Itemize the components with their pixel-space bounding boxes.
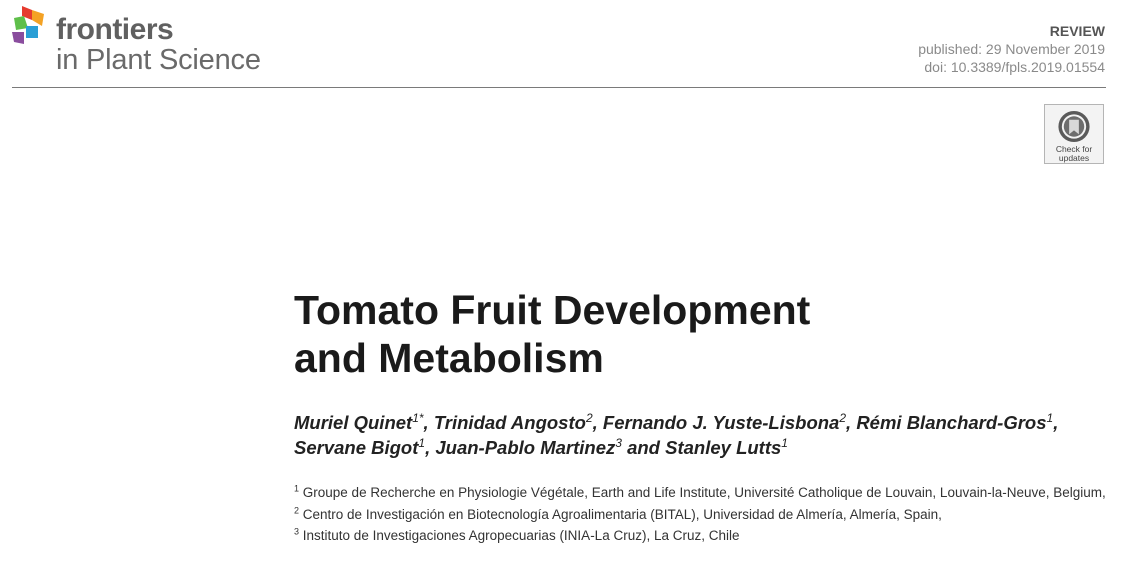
title-line1: Tomato Fruit Development [294,287,811,333]
header-divider [12,87,1106,88]
author-name[interactable]: Juan-Pablo Martinez [435,437,616,458]
affiliation-list [294,482,1114,547]
article-title [294,286,994,382]
affiliation-text: Groupe de Recherche en Physiologie Végétale, Earth and Life Institute, Université Catholique de Louvain, Louvain-la-Neuve, Belgium, [302,485,1106,500]
author-name[interactable]: Rémi Blanchard-Gros [856,412,1047,433]
article-meta [918,22,1105,76]
affiliation-text: Instituto de Investigaciones Agropecuarias (INIA-La Cruz), La Cruz, Chile [302,528,740,543]
crossmark-icon [1056,109,1092,144]
journal-name-line1: frontiers [56,13,174,46]
author-separator: and [621,437,666,458]
author-affiliation-mark: 1 [1046,410,1054,425]
affiliation-mark: 1 [294,483,300,494]
author-name[interactable]: Trinidad Angosto [433,412,586,433]
author-affiliation-mark: 2 [839,410,847,425]
article-type: REVIEW [1049,23,1105,39]
affiliation-mark: 2 [294,505,300,515]
author-separator: , [846,412,857,433]
author-separator: , [1053,412,1059,433]
published-date: published: 29 November 2019 [918,41,1105,57]
author-separator: , [423,412,434,433]
author-list [294,410,1114,460]
check-label-line2: updates [1058,153,1090,163]
author-separator: , [425,437,436,458]
author-name[interactable]: Muriel Quinet [294,412,413,433]
logo-cube-bottom [26,26,38,38]
title-line2: and Metabolism [294,335,604,381]
affiliation-mark: 3 [294,526,300,537]
author-affiliation-mark: 3 [615,435,622,450]
logo-cube-left [14,16,28,30]
doi-link[interactable]: doi: 10.3389/fpls.2019.01554 [924,59,1105,75]
check-label-line1: Check for [1055,144,1093,154]
author-separator: , [592,412,603,433]
check-for-updates-label [1056,145,1092,163]
author-affiliation-mark: 1 [781,435,788,450]
author-affiliation-mark: 1 [418,435,426,450]
author-name[interactable]: Fernando J. Yuste-Lisbona [602,412,840,433]
journal-name-line2: in Plant Science [56,44,261,76]
author-name[interactable]: Servane Bigot [294,437,419,458]
author-name[interactable]: Stanley Lutts [665,437,782,458]
logo-cube-small [12,32,24,44]
check-for-updates-button[interactable] [1044,104,1104,164]
author-affiliation-mark: 2 [585,410,593,425]
author-affiliation-mark: 1* [412,410,424,425]
frontiers-logo-icon [12,4,52,50]
page-header [0,0,1143,88]
affiliation-text: Centro de Investigación en Biotecnología Agroalimentaria (BITAL), Universidad de Almería, Almería, Spain, [302,506,942,522]
logo-cube-right [32,10,44,26]
